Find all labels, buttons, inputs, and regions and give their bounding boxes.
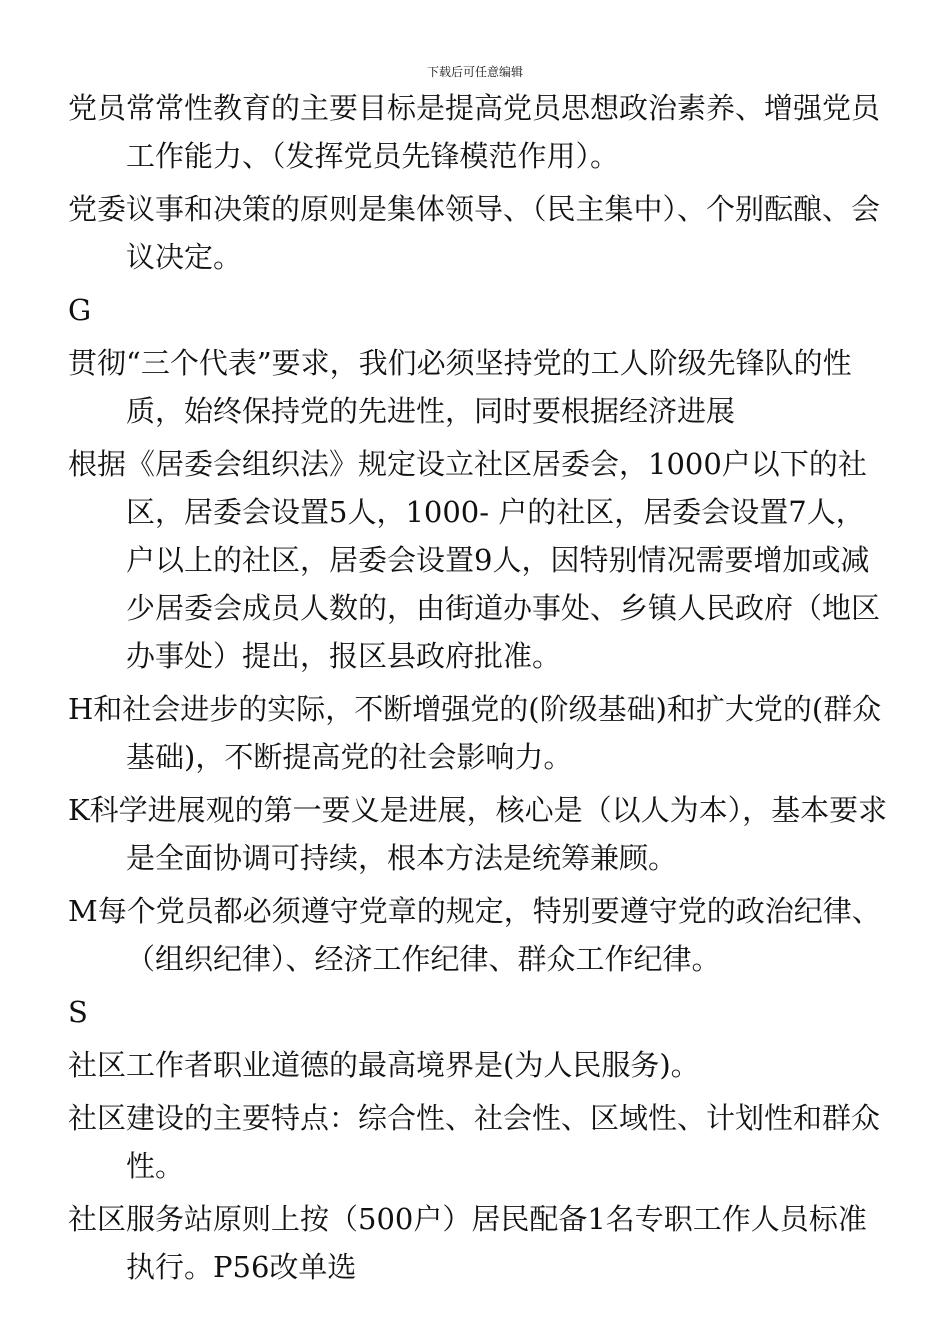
text-line: 根据《居委会组织法》规定设立社区居委会，1000户以下 [68, 447, 809, 481]
page-header: 下载后可任意编辑 [426, 65, 523, 79]
paragraph [68, 185, 894, 281]
text-line: 置7人， 户以上的社区，居委会设置9人，因特别情 [126, 495, 865, 577]
text-line: S [68, 995, 88, 1029]
text-line: 律、（组织纪律）、经济工作纪律、群众工作纪律。 [126, 894, 881, 976]
text-line: 标准执行。P56改单选 [126, 1202, 867, 1284]
paragraph [68, 1094, 894, 1190]
text-line: 酝酿、会议决定。 [126, 192, 881, 274]
text-line: 党员常常性教育的主要目标是提高党员思想政治素养、增 [68, 91, 794, 125]
paragraph [68, 339, 894, 435]
paragraph [68, 84, 894, 180]
text-line: 况需要增加或减少居委会成员人数的，由街道办事处、 [126, 543, 870, 625]
text-line: 乡镇人民政府（地区办事处）提出，报区县政府批准。 [126, 591, 881, 673]
text-line: 队的性质，始终保持党的先进性，同时要根据经济进展 [126, 346, 852, 428]
text-line: 和群众性。 [126, 1101, 881, 1183]
text-line: 的社区，居委会设置5人，1000- 户的社区，居委会设 [126, 447, 867, 529]
text-line: 强党员工作能力、（发挥党员先锋模范作用）。 [126, 91, 881, 173]
section-letter [68, 988, 894, 1036]
paragraph [68, 685, 894, 781]
paragraph [68, 786, 894, 882]
paragraph [68, 1041, 894, 1089]
text-line: 社区工作者职业道德的最高境界是(为人民服务)。 [68, 1048, 700, 1082]
document-body [68, 84, 894, 1296]
paragraph [68, 1195, 894, 1291]
paragraph [68, 440, 894, 680]
text-line: 社区建设的主要特点：综合性、社会性、区域性、计划性 [68, 1101, 794, 1135]
text-line: 党委议事和决策的原则是集体领导、（民主集中）、个别 [68, 192, 765, 226]
text-line: 社区服务站原则上按（500户）居民配备1名专职工作人员 [68, 1202, 809, 1236]
paragraph [68, 887, 894, 983]
text-line: 本要求是全面协调可持续，根本方法是统筹兼顾。 [126, 793, 888, 875]
text-line: K科学进展观的第一要义是进展，核心是（以人为本），基 [68, 793, 801, 827]
text-line: (群众基础)，不断提高党的社会影响力。 [126, 692, 882, 774]
text-line: M每个党员都必须遵守党章的规定，特别要遵守党的政治纪 [68, 894, 823, 928]
section-letter [68, 286, 894, 334]
text-line: G [68, 293, 92, 327]
text-line: H和社会进步的实际，不断增强党的(阶级基础)和扩大党的 [68, 692, 812, 726]
text-line: 贯彻“三个代表”要求，我们必须坚持党的工人阶级先锋 [68, 346, 765, 380]
